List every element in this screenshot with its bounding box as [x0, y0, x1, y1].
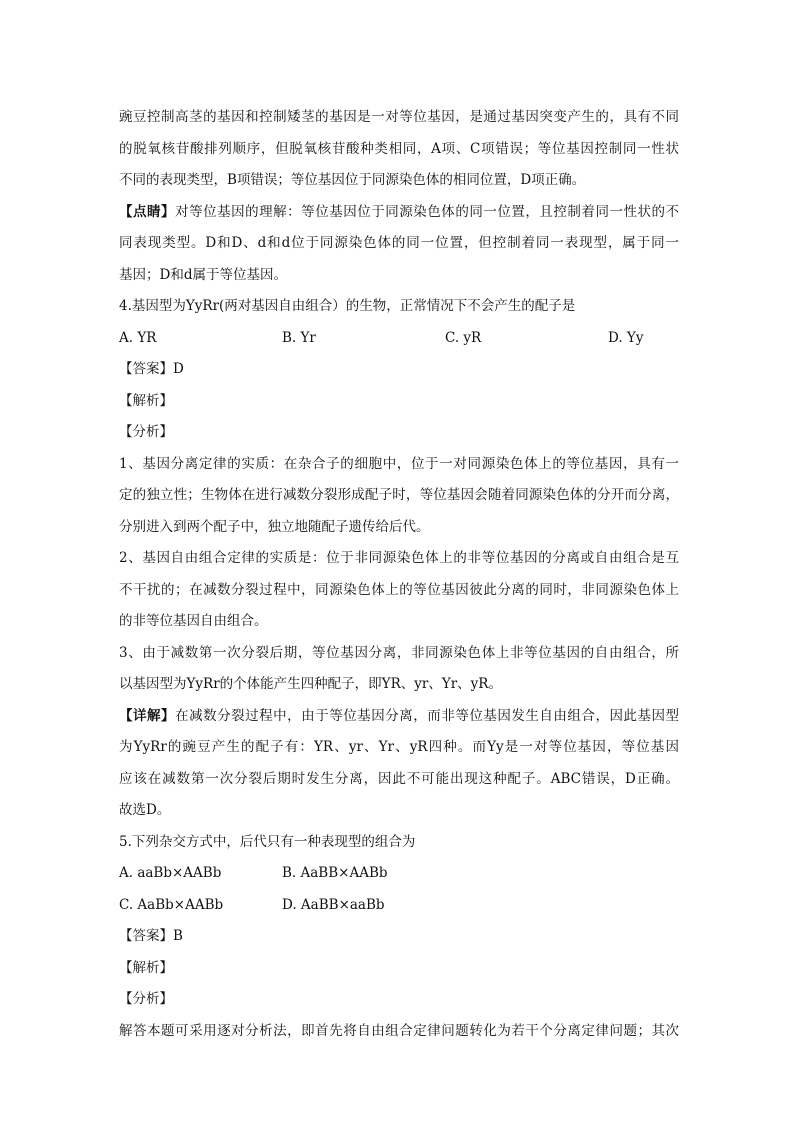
text-line: 2、基因自由组合定律的实质是：位于非同源染色体上的非等位基因的分离或自由组合是互 — [119, 550, 679, 566]
text-line: 定的独立性；生物体在进行减数分裂形成配子时，等位基因会随着同源染色体的分开而分离， — [119, 487, 679, 503]
text-line: 3、由于减数第一次分裂后期，等位基因分离，非同源染色体上非等位基因的自由组合，所 — [119, 644, 679, 661]
question-5-stem: 5.下列杂交方式中，后代只有一种表现型的组合为 — [119, 833, 416, 850]
text-line: 的脱氧核苷酸排列顺序，但脱氧核苷酸种类相同，A项、C项错误；等位基因控制同一性状 — [119, 140, 679, 157]
answer-line: 【答案】B — [119, 928, 183, 944]
dianjing-text: 对等位基因的理解：等位基因位于同源染色体的同一位置，且控制着同一性状的不 — [175, 203, 679, 220]
fenxi-heading: 【分析】 — [119, 991, 173, 1007]
text-line: 不同的表现类型，B项错误；等位基因位于同源染色体的相同位置，D项正确。 — [119, 172, 586, 188]
text-line: 基因；D和d属于等位基因。 — [119, 266, 287, 283]
text-line: 的非等位基因自由组合。 — [119, 613, 268, 629]
text-line: 故选D。 — [119, 802, 171, 818]
option-d: D. AaBB×aaBb — [282, 896, 385, 913]
detail-line — [119, 701, 679, 733]
text-line: 不干扰的；在减数分裂过程中，同源染色体上的等位基因彼此分离的同时，非同源染色体上 — [119, 581, 679, 598]
page-content — [119, 102, 679, 1047]
question-4-options — [119, 323, 679, 355]
text-line: 应该在减数第一次分裂后期时发生分离，因此不可能出现这种配子。ABC错误，D正确。 — [119, 770, 679, 787]
answer-line: 【答案】D — [119, 361, 184, 377]
fenxi-heading: 【分析】 — [119, 424, 173, 440]
text-line: 解答本题可采用逐对分析法，即首先将自由组合定律问题转化为若干个分离定律问题；其次 — [119, 1022, 679, 1039]
detail-label: 【详解】 — [119, 707, 176, 724]
option-c: C. yR — [445, 329, 482, 346]
text-line: 1、基因分离定律的实质：在杂合子的细胞中，位于一对同源染色体上的等位基因，具有一 — [119, 455, 679, 472]
question-4-stem: 4.基因型为YyRr(两对基因自由组合）的生物，正常情况下不会产生的配子是 — [119, 298, 576, 314]
jiexi-heading: 【解析】 — [119, 392, 173, 409]
text-line: 为YyRr的豌豆产生的配子有：YR、yr、Yr、yR四种。而Yy是一对等位基因，等位基因 — [119, 739, 679, 755]
question-5-options-row-1 — [119, 858, 679, 890]
question-5-options-row-2 — [119, 890, 679, 922]
text-line: 分别进入到两个配子中，独立地随配子遗传给后代。 — [119, 518, 430, 535]
option-b: B. AaBB×AABb — [282, 865, 388, 881]
dianjing-label: 【点睛】 — [119, 203, 176, 220]
detail-text: 在减数分裂过程中，由于等位基因分离，而非等位基因发生自由组合，因此基因型 — [175, 707, 679, 724]
text-line: 同表现类型。D和D、d和d位于同源染色体的同一位置，但控制着同一表现型，属于同一 — [119, 235, 679, 251]
option-c: C. AaBb×AABb — [119, 896, 224, 913]
text-line: 豌豆控制高茎的基因和控制矮茎的基因是一对等位基因，是通过基因突变产生的，具有不同 — [119, 109, 679, 125]
option-b: B. Yr — [282, 329, 316, 346]
dianjing-line — [119, 197, 679, 229]
jiexi-heading: 【解析】 — [119, 959, 173, 976]
option-a: A. aaBb×AABb — [119, 865, 222, 881]
option-d: D. Yy — [608, 329, 644, 346]
option-a: A. YR — [119, 329, 157, 346]
text-line: 以基因型为YyRr的个体能产生四种配子，即YR、yr、Yr、yR。 — [119, 676, 502, 692]
